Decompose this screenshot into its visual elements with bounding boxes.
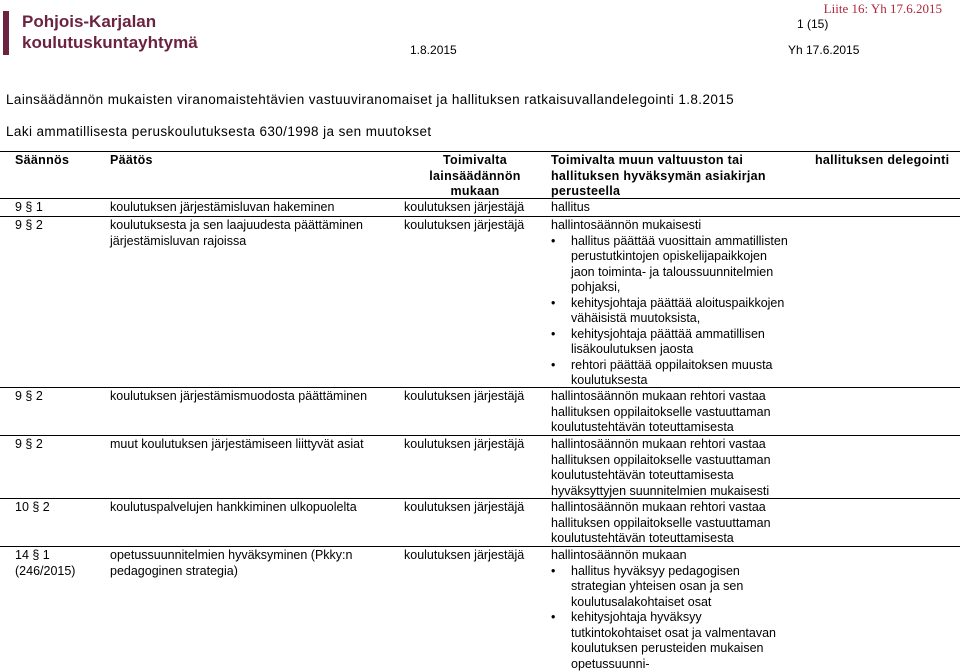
attachment-label: Liite 16: Yh 17.6.2015	[824, 1, 942, 17]
other-authority-cell: hallintosäännön mukaan rehtori vastaa hallituksen oppilaitokselle vastuuttaman koulutustehtävän toteuttamisesta	[551, 389, 791, 436]
decision-cell: opetussuunnitelmien hyväksyminen (Pkky:n pedagoginen strategia)	[110, 548, 398, 579]
authority-cell: koulutuksen järjestäjä	[404, 500, 546, 516]
page-header	[0, 0, 960, 60]
table-row	[0, 388, 960, 436]
column-header-delegation: hallituksen delegointi	[815, 153, 955, 169]
authority-cell: koulutuksen järjestäjä	[404, 389, 546, 405]
table-row	[0, 499, 960, 547]
authority-cell: koulutuksen järjestäjä	[404, 200, 546, 216]
decision-cell: koulutuksen järjestämisluvan hakeminen	[110, 200, 398, 216]
meeting-date: Yh 17.6.2015	[788, 43, 859, 57]
other-authority-cell: hallintosäännön mukaan rehtori vastaa hallituksen oppilaitokselle vastuuttaman koulutustehtävän toteuttamisesta hyväksyttyjen suunnitelmien mukaisesti	[551, 437, 791, 499]
logo-line-2: koulutuskuntayhtymä	[22, 32, 198, 53]
decision-cell: koulutuksesta ja sen laajuudesta päättäminen järjestämisluvan rajoissa	[110, 218, 398, 249]
other-authority-cell	[551, 218, 791, 389]
provision-cell: 9 § 2	[15, 218, 103, 234]
table-row	[0, 217, 960, 388]
page-subtitle: Laki ammatillisesta peruskoulutuksesta 630/1998 ja sen muutokset	[6, 124, 432, 139]
table-row	[0, 547, 960, 653]
provision-cell: 9 § 2	[15, 437, 103, 453]
provision-cell: 9 § 1	[15, 200, 103, 216]
other-authority-cell: hallintosäännön mukaan rehtori vastaa hallituksen oppilaitokselle vastuuttaman koulutustehtävän toteuttamisesta	[551, 500, 791, 547]
list-item: • hallitus hyväksyy pedagogisen strategian yhteisen osan ja sen koulutusalakohtaiset osat	[551, 564, 791, 611]
decision-cell: koulutuksen järjestämismuodosta päättäminen	[110, 389, 398, 405]
logo-bar	[3, 11, 9, 55]
provision-cell: 14 § 1 (246/2015)	[15, 548, 103, 579]
list-item: • kehitysjohtaja päättää aloituspaikkojen vähäisistä muutoksista,	[551, 296, 791, 327]
delegation-table	[0, 151, 960, 653]
decision-cell: koulutuspalvelujen hankkiminen ulkopuolelta	[110, 500, 398, 516]
decision-cell: muut koulutuksen järjestämiseen liittyvät asiat	[110, 437, 398, 453]
other-authority-text: hallintosäännön mukaisesti	[551, 218, 791, 234]
column-header-other-authority: Toimivalta muun valtuuston tai hallituksen hyväksymän asiakirjan perusteella	[551, 153, 791, 200]
table-row	[0, 436, 960, 499]
logo-line-1: Pohjois-Karjalan	[22, 11, 198, 32]
list-item: • rehtori päättää oppilaitoksen muusta koulutuksesta	[551, 358, 791, 389]
list-item: • kehitysjohtaja päättää ammatillisen lisäkoulutuksen jaosta	[551, 327, 791, 358]
column-header-decision: Päätös	[110, 153, 398, 169]
page-title: Lainsäädännön mukaisten viranomaistehtävien vastuuviranomaiset ja hallituksen ratkaisuvallandelegointi 1.8.2015	[6, 92, 734, 107]
page-number: 1 (15)	[797, 17, 828, 31]
column-header-provision: Säännös	[15, 153, 103, 169]
table-header-row	[0, 152, 960, 199]
other-authority-cell	[551, 548, 791, 672]
list-item: • hallitus päättää vuosittain ammatillisten perustutkintojen opiskelijapaikkojen jaon toiminta- ja taloussuunnitelmien pohjaksi,	[551, 234, 791, 296]
other-authority-cell: hallitus	[551, 200, 791, 216]
column-header-statutory-authority: Toimivalta lainsäädännön mukaan	[404, 153, 546, 200]
provision-cell: 9 § 2	[15, 389, 103, 405]
authority-cell: koulutuksen järjestäjä	[404, 437, 546, 453]
organization-logo	[22, 11, 198, 53]
document-date: 1.8.2015	[410, 43, 457, 57]
provision-cell: 10 § 2	[15, 500, 103, 516]
table-row	[0, 199, 960, 217]
other-authority-text: hallintosäännön mukaan	[551, 548, 791, 564]
list-item: • kehitysjohtaja hyväksyy tutkintokohtaiset osat ja valmentavan koulutuksen perusteiden mukaisen opetussuunni-	[551, 610, 791, 672]
bullet-list	[551, 234, 791, 389]
authority-cell: koulutuksen järjestäjä	[404, 548, 546, 564]
bullet-list	[551, 564, 791, 672]
authority-cell: koulutuksen järjestäjä	[404, 218, 546, 234]
